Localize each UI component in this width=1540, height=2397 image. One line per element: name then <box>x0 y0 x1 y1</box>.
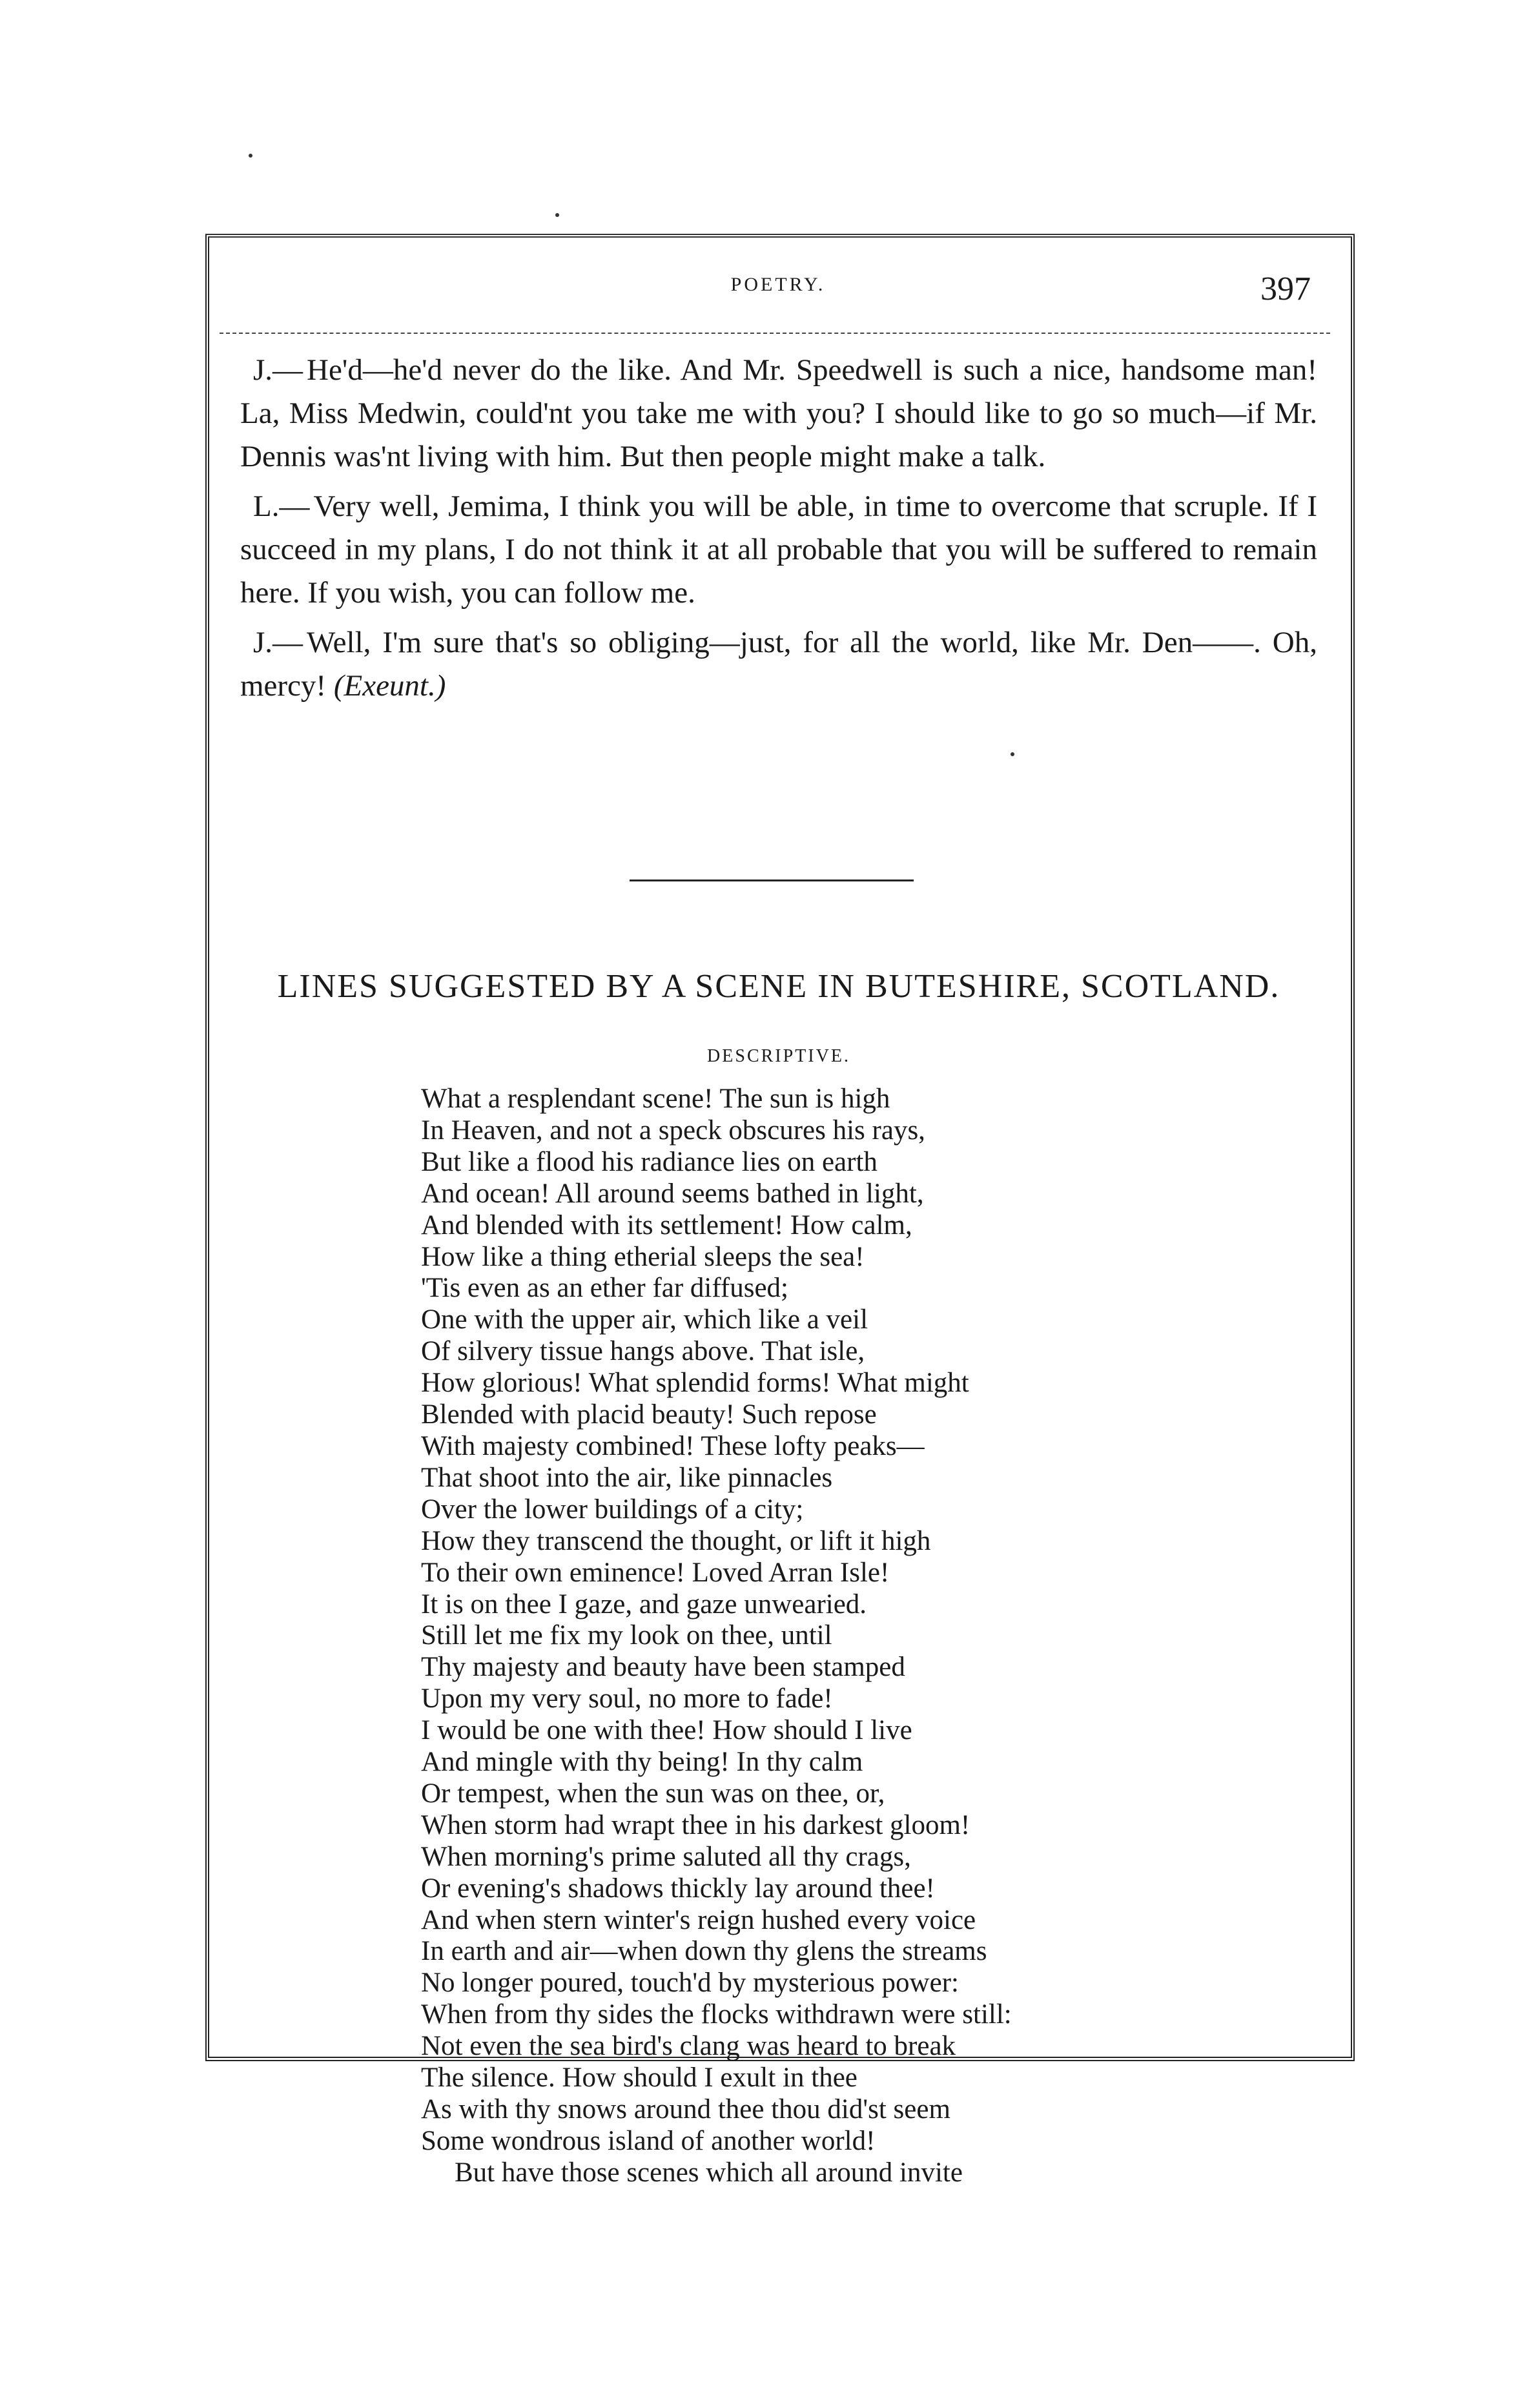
poem-line: The silence. How should I exult in thee <box>421 2063 857 2094</box>
poem-line: How glorious! What splendid forms! What might <box>421 1368 969 1399</box>
poem-line: When morning's prime saluted all thy crags, <box>421 1841 911 1872</box>
poem-line: Of silvery tissue hangs above. That isle, <box>421 1336 865 1367</box>
poem-subtitle: DESCRIPTIVE. <box>707 1046 850 1066</box>
poem-line: I would be one with thee! How should I live <box>421 1715 912 1746</box>
speaker-label: L.— <box>253 489 310 523</box>
print-speck <box>1011 752 1014 756</box>
poem-body <box>421 1084 1260 2189</box>
dialogue-paragraph <box>240 621 1317 708</box>
section-separator <box>630 880 914 881</box>
poem-line: But have those scenes which all around invite <box>455 2157 963 2188</box>
stage-direction: (Exeunt.) <box>333 669 446 703</box>
poem-line: And mingle with thy being! In thy calm <box>421 1747 863 1778</box>
header-rule <box>220 333 1330 334</box>
poem-line: Or tempest, when the sun was on thee, or, <box>421 1778 885 1809</box>
poem-line: Upon my very soul, no more to fade! <box>421 1683 833 1714</box>
poem-line: Or evening's shadows thickly lay around thee! <box>421 1873 935 1904</box>
poem-line: As with thy snows around thee thou did'st seem <box>421 2094 950 2124</box>
speaker-label: J.— <box>253 626 303 659</box>
poem-line: How they transcend the thought, or lift it high <box>421 1525 931 1556</box>
poem-line: What a resplendant scene! The sun is high <box>421 1084 890 1114</box>
poem-line: How like a thing etherial sleeps the sea! <box>421 1241 865 1272</box>
dialogue-paragraph <box>240 349 1317 478</box>
dialogue-text: He'd—he'd never do the like. And Mr. Speedwell is such a nice, handsome man! La, Miss Medwin, could'nt you take me with you? I should like to go so much—if Mr. Dennis was'nt living with him. But then people might make a talk. <box>240 353 1317 473</box>
poem-line: When storm had wrapt thee in his darkest gloom! <box>421 1809 970 1840</box>
poem-line: 'Tis even as an ether far diffused; <box>421 1273 788 1304</box>
poem-line: One with the upper air, which like a veil <box>421 1304 868 1335</box>
poem-line: It is on thee I gaze, and gaze unwearied. <box>421 1589 867 1620</box>
poem-line: Over the lower buildings of a city; <box>421 1494 804 1525</box>
poem-line: No longer poured, touch'd by mysterious power: <box>421 1968 959 1999</box>
poem-line: Blended with placid beauty! Such repose <box>421 1399 877 1430</box>
poem-line: To their own eminence! Loved Arran Isle! <box>421 1557 890 1588</box>
poem-line: With majesty combined! These lofty peaks— <box>421 1430 925 1461</box>
poem-line: Not even the sea bird's clang was heard to break <box>421 2031 956 2062</box>
dialogue-section <box>240 349 1317 714</box>
poem-line: Some wondrous island of another world! <box>421 2125 876 2156</box>
poem-line: When from thy sides the flocks withdrawn were still: <box>421 1999 1012 2030</box>
poem-line: Still let me fix my look on thee, until <box>421 1620 832 1651</box>
running-title: POETRY. <box>730 274 826 295</box>
poem-line: In earth and air—when down thy glens the streams <box>421 1936 987 1967</box>
poem-line: But like a flood his radiance lies on earth <box>421 1146 878 1177</box>
poem-line: In Heaven, and not a speck obscures his rays, <box>421 1115 925 1146</box>
poem-line: And blended with its settlement! How calm, <box>421 1209 912 1240</box>
page-number: 397 <box>1260 271 1311 307</box>
speaker-label: J.— <box>253 353 303 387</box>
dialogue-paragraph <box>240 485 1317 615</box>
poem-line: Thy majesty and beauty have been stamped <box>421 1652 905 1683</box>
running-head <box>232 270 1324 309</box>
poem-line: And ocean! All around seems bathed in light, <box>421 1178 924 1209</box>
print-speck <box>249 154 252 158</box>
dialogue-text: Well, I'm sure that's so obliging—just, for all the world, like Mr. Den——. Oh, mercy! <box>240 626 1317 703</box>
poem-title: LINES SUGGESTED BY A SCENE IN BUTESHIRE, SCOTLAND. <box>277 968 1280 1005</box>
dialogue-text: Very well, Jemima, I think you will be able, in time to overcome that scruple. If I succeed in my plans, I do not think it at all probable that you will be suffered to remain here. If you wish, you can follow me. <box>240 489 1317 610</box>
poem-line: And when stern winter's reign hushed every voice <box>421 1904 976 1935</box>
poem-line: That shoot into the air, like pinnacles <box>421 1462 833 1493</box>
print-speck <box>555 213 559 217</box>
